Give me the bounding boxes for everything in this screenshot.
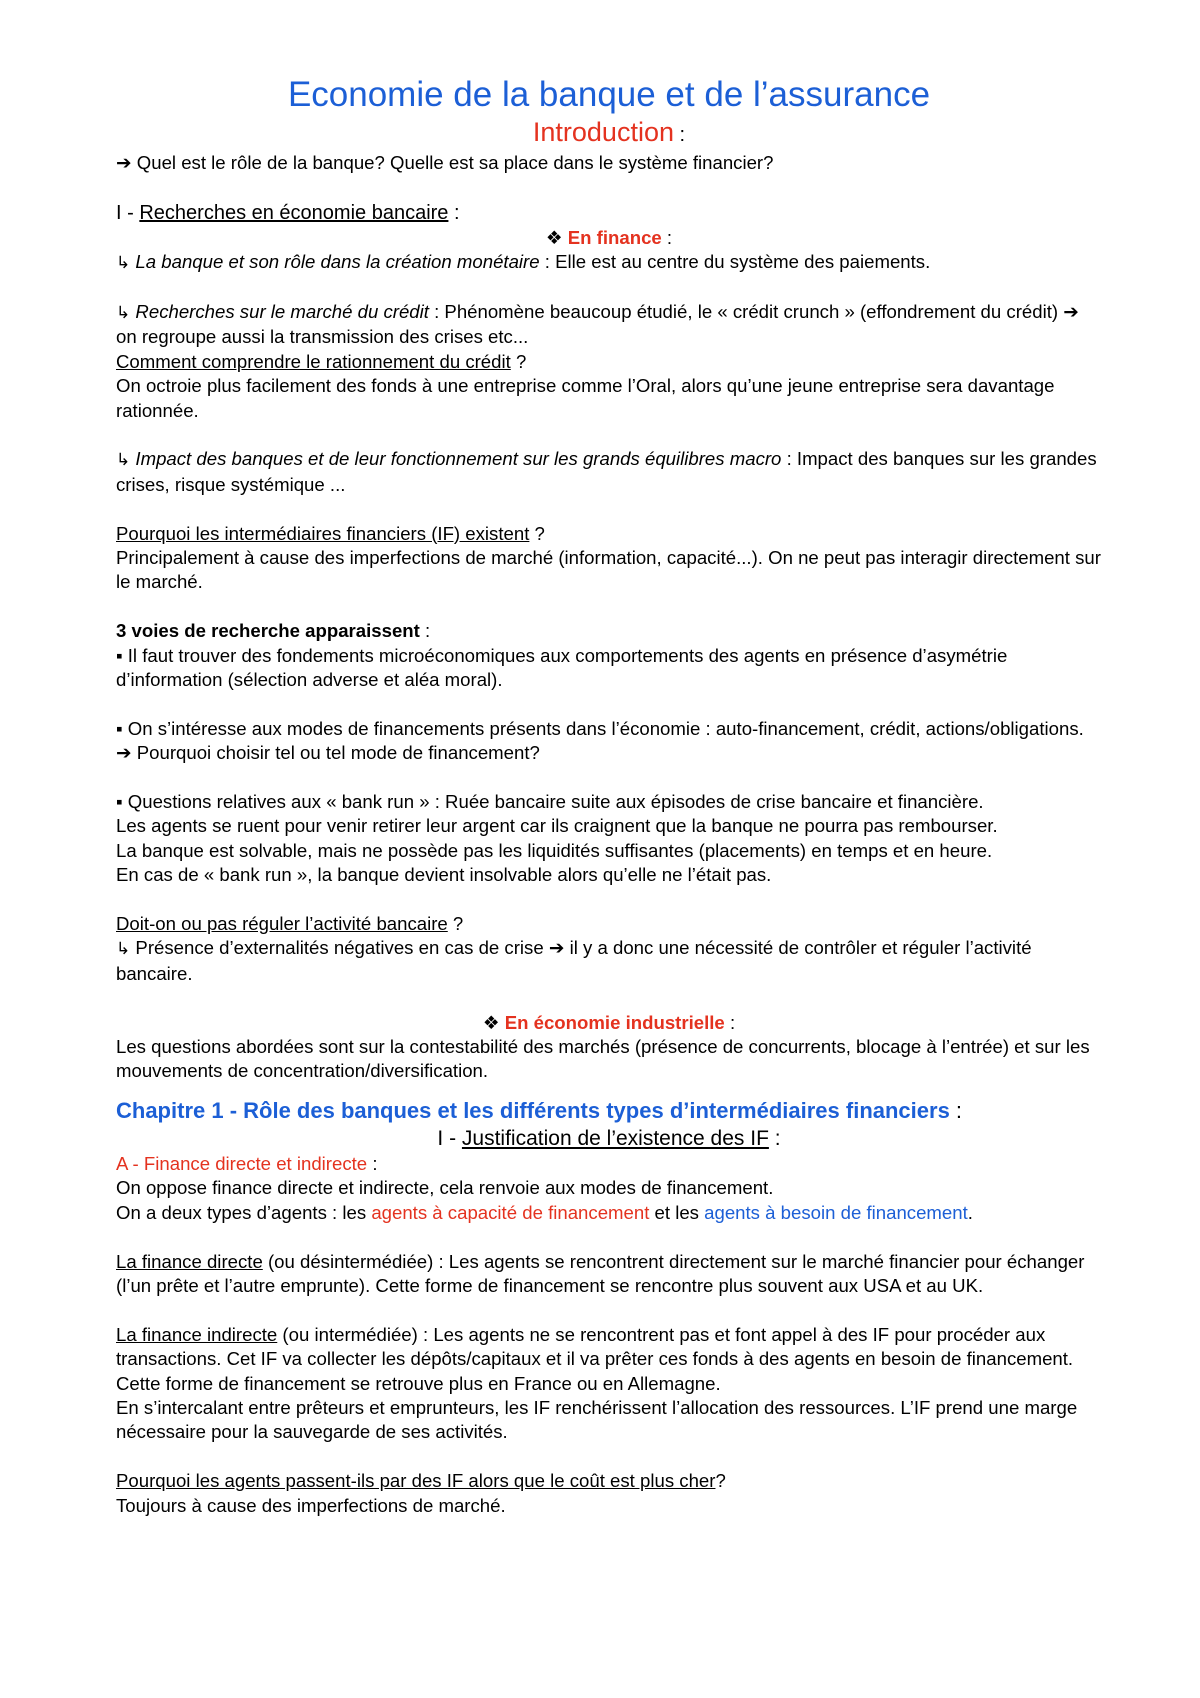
- question-if: [116, 522, 1102, 546]
- introduction-label: Introduction: [532, 117, 674, 147]
- introduction-heading: [116, 116, 1102, 151]
- industrie-text: Les questions abordées sont sur la contestabilité des marchés (présence de concurrents, blocage à l’entrée) et sur les mouvements de concentration/diversification.: [116, 1036, 1090, 1082]
- subsection-a-line-2: [116, 1201, 1102, 1225]
- question-cout-text: Pourquoi les agents passent-ils par des IF alors que le coût est plus cher: [116, 1470, 716, 1492]
- chapter-1-title: [116, 1096, 1102, 1126]
- agents-capacite-text: agents à capacité de financement: [371, 1201, 650, 1223]
- industrie-colon: :: [724, 1011, 736, 1033]
- diamond-bullet-icon: ❖: [545, 226, 568, 248]
- chapter-1-section-heading: [116, 1126, 1102, 1152]
- question-mark: ?: [447, 913, 464, 935]
- voie-1-text: Il faut trouver des fondements microéconomiques aux comportements des agents en présence d’asymétrie d’information (sélection adverse et aléa moral).: [116, 644, 1008, 691]
- square-bullet-icon: ▪: [116, 791, 123, 813]
- return-arrow-icon: ↳: [116, 253, 131, 273]
- finance-item-2-text: : Phénomène beaucoup étudié, le « crédit crunch » (effondrement du crédit) ➔ on regroupe aussi la transmission des crises etc...: [116, 301, 1079, 348]
- voies-title: 3 voies de recherche apparaissent: [116, 620, 420, 642]
- finance-directe-paragraph: [116, 1250, 1102, 1299]
- section1-heading: [116, 200, 1102, 226]
- answer-rationnement: On octroie plus facilement des fonds à une entreprise comme l’Oral, alors qu’une jeune entreprise sera davantage rationnée.: [116, 375, 1055, 421]
- subsection-a-line-1: On oppose finance directe et indirecte, cela renvoie aux modes de financement.: [116, 1177, 774, 1199]
- question-mark: ?: [510, 350, 527, 372]
- voie-3-line-1: Questions relatives aux « bank run » : Ruée bancaire suite aux épisodes de crise bancaire et financière.: [122, 791, 984, 813]
- intro-question-text: Quel est le rôle de la banque? Quelle est sa place dans le système financier?: [131, 152, 774, 173]
- finance-indirecte-title: La finance indirecte: [116, 1323, 278, 1345]
- diamond-bullet-icon: ❖: [482, 1011, 505, 1033]
- finance-item-3-title: Impact des banques et de leur fonctionnement sur les grands équilibres macro: [135, 448, 782, 470]
- finance-item-3: [116, 447, 1102, 497]
- finance-directe-title: La finance directe: [116, 1250, 263, 1272]
- chapter-1-section-colon: :: [768, 1126, 781, 1150]
- finance-item-1: [116, 250, 1102, 275]
- question-rationnement: [116, 350, 1102, 374]
- chapter-1-colon: :: [949, 1097, 963, 1123]
- agents-connector-text: et les: [649, 1201, 705, 1223]
- finance-indirecte-line-2: En s’intercalant entre prêteurs et emprunteurs, les IF renchérissent l’allocation des ressources. L’IF prend une marge nécessaire pour la sauvegarde de ses activités.: [116, 1396, 1078, 1443]
- period-text: .: [967, 1201, 973, 1223]
- voie-2-text: On s’intéresse aux modes de financements présents dans l’économie : auto-financement, crédit, actions/obligations. ➔ Pourquoi choisir tel ou tel mode de financement?: [116, 717, 1084, 764]
- finance-item-2: [116, 300, 1102, 350]
- question-mark: ?: [529, 522, 545, 544]
- finance-item-1-text: : Elle est au centre du système des paiements.: [539, 251, 931, 273]
- question-mark: ?: [715, 1470, 726, 1492]
- intro-question: [116, 151, 1102, 175]
- finance-label: En finance: [567, 226, 662, 248]
- finance-item-1-title: La banque et son rôle dans la création monétaire: [135, 251, 540, 273]
- question-regulation-text: Doit-on ou pas réguler l’activité bancaire: [116, 913, 448, 935]
- voie-3-line-3: La banque est solvable, mais ne possède pas les liquidités suffisantes (placements) en temps et en heure.: [116, 839, 993, 861]
- section1-title: Recherches en économie bancaire: [139, 201, 449, 224]
- square-bullet-icon: ▪: [116, 644, 123, 666]
- finance-item-2-title: Recherches sur le marché du crédit: [135, 301, 429, 322]
- answer-if: Principalement à cause des imperfections de marché (information, capacité...). On ne peut pas interagir directement sur le marché.: [116, 547, 1101, 593]
- subsection-a-title: A - Finance directe et indirecte: [116, 1152, 368, 1174]
- section1-number: I -: [116, 201, 140, 224]
- answer-cout: Toujours à cause des imperfections de marché.: [116, 1494, 506, 1516]
- industrie-label: En économie industrielle: [504, 1011, 725, 1033]
- voie-1: [116, 644, 1102, 693]
- agents-besoin-text: agents à besoin de financement: [704, 1201, 968, 1223]
- voies-heading: [116, 619, 1102, 643]
- subsection-a-heading: [116, 1152, 1102, 1176]
- question-if-text: Pourquoi les intermédiaires financiers (IF) existent: [116, 522, 530, 544]
- finance-heading: [116, 226, 1102, 250]
- section1-colon: :: [448, 201, 460, 224]
- return-arrow-icon: ↳: [116, 303, 131, 322]
- answer-regulation: [116, 936, 1102, 986]
- chapter-1-title-text: Chapitre 1 - Rôle des banques et les différents types d’intermédiaires financiers: [116, 1097, 950, 1123]
- voies-colon: :: [419, 620, 431, 642]
- finance-directe-text: (ou désintermédiée) : Les agents se rencontrent directement sur le marché financier pour échanger (l’un prête et l’autre emprunte). Cette forme de financement se rencontre plus souvent aux USA et au UK.: [116, 1250, 1085, 1296]
- arrow-icon: ➔: [116, 152, 132, 173]
- industrie-heading: [116, 1011, 1102, 1035]
- question-rationnement-text: Comment comprendre le rationnement du crédit: [116, 350, 511, 372]
- answer-regulation-text: Présence d’externalités négatives en cas de crise ➔ il y a donc une nécessité de contrôler et réguler l’activité bancaire.: [116, 937, 1032, 984]
- question-regulation: [116, 912, 1102, 936]
- agents-intro-text: On a deux types d’agents : les: [116, 1201, 372, 1223]
- return-arrow-icon: ↳: [116, 450, 131, 470]
- return-arrow-icon: ↳: [116, 939, 131, 959]
- chapter-1-section-number: I -: [437, 1126, 462, 1150]
- voie-3-line-4: En cas de « bank run », la banque devient insolvable alors qu’elle ne l’était pas.: [116, 864, 772, 886]
- voie-3: [116, 790, 1102, 814]
- finance-colon: :: [661, 226, 673, 248]
- finance-indirecte-text: (ou intermédiée) : Les agents ne se rencontrent pas et font appel à des IF pour procéder aux transactions. Cet IF va collecter les dépôts/capitaux et il va prêter ces fonds à des agents en besoin de financement. Cette forme de financement se retrouve plus en France ou en Allemagne.: [116, 1323, 1074, 1394]
- chapter-1-section-title: Justification de l’existence des IF: [461, 1126, 769, 1150]
- voie-2: [116, 717, 1102, 766]
- subsection-a-colon: :: [367, 1152, 378, 1174]
- finance-item-3-text: : Impact des banques sur les grandes crises, risque systémique ...: [116, 448, 1097, 495]
- document-title: Economie de la banque et de l’assurance: [287, 75, 931, 114]
- introduction-colon: :: [673, 124, 686, 146]
- square-bullet-icon: ▪: [116, 717, 123, 739]
- question-cout: [116, 1469, 1102, 1493]
- voie-3-line-2: Les agents se ruent pour venir retirer leur argent car ils craignent que la banque ne pourra pas rembourser.: [116, 815, 998, 837]
- finance-indirecte-paragraph: [116, 1323, 1102, 1396]
